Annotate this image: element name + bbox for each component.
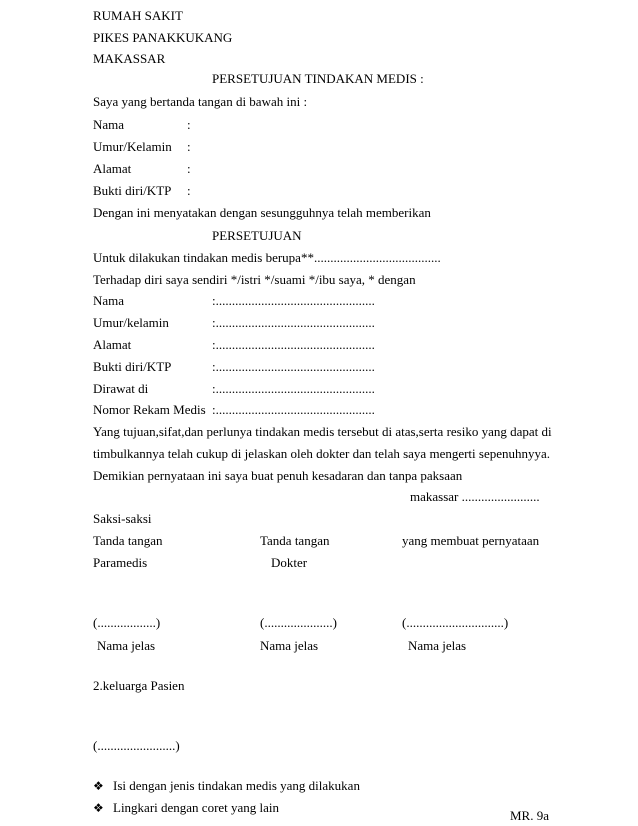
witness-2-signature-line: (.....................) [260,615,337,630]
diamond-bullet-icon: ❖ [93,801,104,815]
field-label-umur: Umur/Kelamin [93,139,172,154]
field-label-alamat: Alamat [93,161,132,176]
patient-label-umur: Umur/kelamin [93,315,169,330]
patient-value-blank: :................................................. [212,359,375,374]
patient-value-blank: :................................................. [212,315,375,330]
patient-value-blank: :................................................. [212,337,375,352]
hospital-city: MAKASSAR [93,51,166,66]
field-separator: : [187,161,191,176]
explanation-line-1: Yang tujuan,sifat,dan perlunya tindakan medis tersebut di atas,serta resiko yang dapat di [93,424,552,439]
witness-1-signature-line: (..................) [93,615,161,630]
patient-value-blank: :................................................. [212,402,375,417]
witnesses-heading: Saksi-saksi [93,511,152,526]
declarant-signature-line: (..............................) [402,615,509,630]
patient-label-ktp: Bukti diri/KTP [93,359,172,374]
consent-subtitle: PERSETUJUAN [212,228,302,243]
procedure-line: Untuk dilakukan tindakan medis berupa**....................................... [93,250,441,265]
document-title: PERSETUJUAN TINDAKAN MEDIS : [212,71,424,86]
note-2: Lingkari dengan coret yang lain [113,800,280,815]
patient-label-rekam-medis: Nomor Rekam Medis [93,402,206,417]
witness-1-role: Paramedis [93,555,148,570]
witness-1-signature-label: Tanda tangan [93,533,163,548]
place-date: makassar ........................ [410,489,540,504]
statement-text: Dengan ini menyatakan dengan sesungguhnya telah memberikan [93,205,431,220]
diamond-bullet-icon: ❖ [93,779,104,793]
explanation-line-2: timbulkannya telah cukup di jelaskan oleh dokter dan telah saya mengerti sepenuhnyya. [93,446,551,461]
family-signature-line: (........................) [93,738,180,753]
declarant-label: yang membuat pernyataan [402,533,540,548]
family-label: 2.keluarga Pasien [93,678,185,693]
intro-text: Saya yang bertanda tangan di bawah ini : [93,94,308,109]
patient-value-blank: :................................................. [212,381,375,396]
field-label-ktp: Bukti diri/KTP [93,183,172,198]
against-line: Terhadap diri saya sendiri */istri */suami */ibu saya, * dengan [93,272,416,287]
field-separator: : [187,183,191,198]
hospital-name-line2: PIKES PANAKKUKANG [93,30,233,45]
patient-value-blank: :................................................. [212,293,375,308]
declaration-line: Demikian pernyataan ini saya buat penuh kesadaran dan tanpa paksaan [93,468,463,483]
field-separator: : [187,139,191,154]
declarant-name-label: Nama jelas [408,638,467,653]
witness-1-name-label: Nama jelas [97,638,156,653]
field-label-nama: Nama [93,117,125,132]
patient-label-dirawat: Dirawat di [93,381,149,396]
field-separator: : [187,117,191,132]
witness-2-name-label: Nama jelas [260,638,319,653]
hospital-name: RUMAH SAKIT [93,8,183,23]
note-1: Isi dengan jenis tindakan medis yang dilakukan [113,778,360,793]
patient-label-nama: Nama [93,293,125,308]
witness-2-role: Dokter [271,555,308,570]
witness-2-signature-label: Tanda tangan [260,533,330,548]
form-code: MR. 9a [510,808,549,823]
patient-label-alamat: Alamat [93,337,132,352]
